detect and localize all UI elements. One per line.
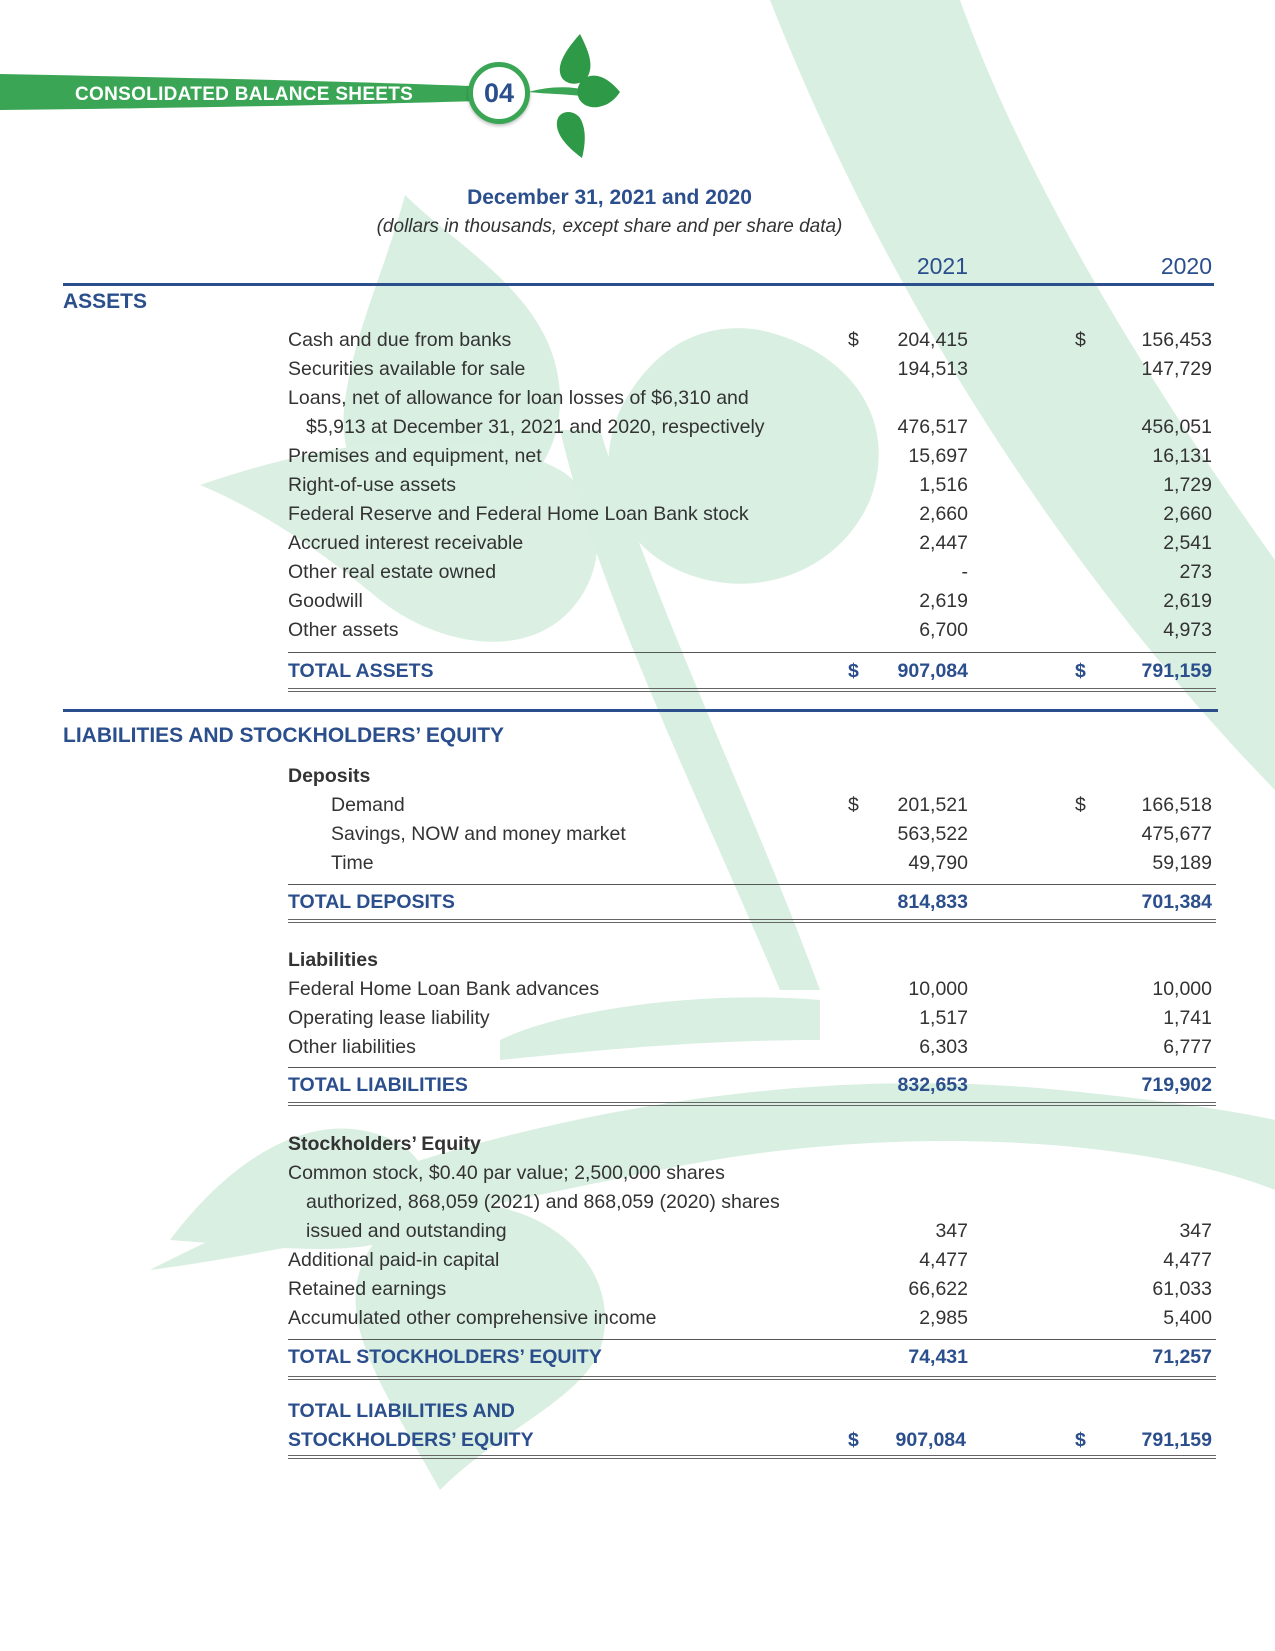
value-2021: 2,660 (919, 503, 968, 525)
value-2021: 204,415 (897, 329, 968, 351)
currency-symbol: $ (848, 660, 859, 682)
subtotal-rule (288, 1339, 1216, 1340)
row-label: Cash and due from banks (288, 329, 512, 351)
table-row (288, 384, 1212, 412)
total-liabilities-row (288, 1071, 1212, 1099)
value-2021: 1,516 (919, 474, 968, 496)
section-rule (63, 709, 1218, 712)
value-2020: 791,159 (1141, 1429, 1212, 1451)
row-label: TOTAL LIABILITIES AND (288, 1400, 515, 1422)
grand-total-row (288, 1426, 1212, 1454)
value-2020: 1,729 (1163, 474, 1212, 496)
value-2020: 1,741 (1163, 1007, 1212, 1029)
row-label: Loans, net of allowance for loan losses of $6,310 and (288, 387, 749, 409)
value-2021: 4,477 (919, 1249, 968, 1271)
table-row (288, 587, 1212, 615)
value-2020: 6,777 (1163, 1036, 1212, 1058)
table-row (288, 500, 1212, 528)
table-row (288, 326, 1212, 354)
value-2021: 201,521 (897, 794, 968, 816)
leaf-cluster-icon (520, 30, 620, 160)
value-2020: 16,131 (1152, 445, 1212, 467)
value-2021: 2,619 (919, 590, 968, 612)
table-row (288, 413, 1212, 441)
table-row (288, 471, 1212, 499)
table-row (288, 1217, 1212, 1245)
double-rule (288, 919, 1216, 923)
report-units-note: (dollars in thousands, except share and per share data) (376, 216, 843, 237)
value-2020: 59,189 (1152, 852, 1212, 874)
row-label: issued and outstanding (306, 1220, 507, 1242)
value-2021: 2,447 (919, 532, 968, 554)
deposits-heading (288, 762, 1212, 790)
value-2020: 475,677 (1141, 823, 1212, 845)
table-row (288, 791, 1212, 819)
value-2020: 147,729 (1141, 358, 1212, 380)
total-deposits-row (288, 888, 1212, 916)
double-rule (288, 1376, 1216, 1380)
value-2020: 2,660 (1163, 503, 1212, 525)
row-label: TOTAL DEPOSITS (288, 891, 455, 913)
value-2020: 4,477 (1163, 1249, 1212, 1271)
value-2020: 273 (1179, 561, 1212, 583)
value-2021: 66,622 (908, 1278, 968, 1300)
section-title: CONSOLIDATED BALANCE SHEETS (75, 84, 414, 105)
value-2021: 194,513 (897, 358, 968, 380)
total-assets-row (288, 657, 1212, 685)
currency-symbol: $ (1075, 794, 1086, 816)
double-rule (288, 1102, 1216, 1106)
table-row (288, 616, 1212, 644)
table-row (288, 529, 1212, 557)
value-2021: 907,084 (897, 660, 968, 682)
value-2021: 74,431 (908, 1346, 968, 1368)
value-2021: 6,700 (919, 619, 968, 641)
row-label: Time (331, 852, 374, 874)
row-label: Other real estate owned (288, 561, 497, 583)
row-label: authorized, 868,059 (2021) and 868,059 (2020) shares (306, 1191, 780, 1213)
currency-symbol: $ (848, 1429, 859, 1451)
row-label: Liabilities (288, 949, 378, 971)
header-rule (63, 283, 1214, 286)
equity-heading (288, 1130, 1212, 1158)
value-2020: 5,400 (1163, 1307, 1212, 1329)
column-header-2021: 2021 (916, 253, 968, 279)
value-2021: 49,790 (908, 852, 968, 874)
value-2021: 814,833 (897, 891, 968, 913)
currency-symbol: $ (848, 794, 859, 816)
value-2020: 71,257 (1152, 1346, 1212, 1368)
row-label: TOTAL STOCKHOLDERS’ EQUITY (288, 1346, 602, 1368)
table-row (288, 849, 1212, 877)
subtotal-rule (288, 652, 1216, 653)
value-2020: 701,384 (1141, 891, 1212, 913)
row-label: Operating lease liability (288, 1007, 490, 1029)
subtotal-rule (288, 1067, 1216, 1068)
table-row (288, 1033, 1212, 1061)
value-2020: 456,051 (1141, 416, 1212, 438)
row-label: STOCKHOLDERS’ EQUITY (288, 1429, 534, 1451)
liabilities-equity-heading: LIABILITIES AND STOCKHOLDERS’ EQUITY (63, 724, 505, 747)
assets-heading: ASSETS (63, 290, 148, 313)
value-2021: 1,517 (919, 1007, 968, 1029)
currency-symbol: $ (848, 329, 859, 351)
value-2020: 347 (1179, 1220, 1212, 1242)
value-2020: 2,619 (1163, 590, 1212, 612)
value-2021: 347 (935, 1220, 968, 1242)
row-label: Additional paid-in capital (288, 1249, 500, 1271)
row-label: Federal Home Loan Bank advances (288, 978, 600, 1000)
double-rule (288, 1455, 1216, 1459)
total-equity-row (288, 1343, 1212, 1371)
value-2021: 2,985 (919, 1307, 968, 1329)
value-2021: 15,697 (908, 445, 968, 467)
table-row (288, 558, 1212, 586)
grand-total-label-line1 (288, 1397, 1212, 1425)
currency-symbol: $ (1075, 329, 1086, 351)
table-row (288, 1275, 1212, 1303)
table-row (288, 1188, 1212, 1216)
table-row (288, 355, 1212, 383)
row-label: TOTAL LIABILITIES (288, 1074, 468, 1096)
row-label: Accrued interest receivable (288, 532, 524, 554)
value-2020: 61,033 (1152, 1278, 1212, 1300)
value-2021: 6,303 (919, 1036, 968, 1058)
currency-symbol: $ (1075, 1429, 1086, 1451)
row-label: Federal Reserve and Federal Home Loan Bank stock (288, 503, 749, 525)
double-rule (288, 688, 1216, 692)
table-row (288, 442, 1212, 470)
table-row (288, 1246, 1212, 1274)
value-2020: 10,000 (1152, 978, 1212, 1000)
column-header-2020: 2020 (1160, 253, 1212, 279)
value-2021: - (961, 561, 968, 583)
table-row (288, 1159, 1212, 1187)
row-label: Demand (331, 794, 405, 816)
liabilities-heading (288, 946, 1212, 974)
value-2020: 2,541 (1163, 532, 1212, 554)
row-label: Retained earnings (288, 1278, 447, 1300)
row-label: Common stock, $0.40 par value; 2,500,000 shares (288, 1162, 725, 1184)
value-2021: 476,517 (897, 416, 968, 438)
table-row (288, 975, 1212, 1003)
table-row (288, 1304, 1212, 1332)
row-label: Savings, NOW and money market (331, 823, 626, 845)
value-2020: 4,973 (1163, 619, 1212, 641)
row-label: Other assets (288, 619, 399, 641)
table-row (288, 1004, 1212, 1032)
row-label: Accumulated other comprehensive income (288, 1307, 657, 1329)
value-2021: 10,000 (908, 978, 968, 1000)
row-label: Securities available for sale (288, 358, 526, 380)
row-label: Premises and equipment, net (288, 445, 542, 467)
value-2020: 719,902 (1141, 1074, 1212, 1096)
row-label: Goodwill (288, 590, 363, 612)
value-2021: 563,522 (897, 823, 968, 845)
value-2021: 907,084 (895, 1429, 966, 1451)
subtotal-rule (288, 884, 1216, 885)
row-label: Stockholders’ Equity (288, 1133, 481, 1155)
value-2021: 832,653 (897, 1074, 968, 1096)
table-row (288, 820, 1212, 848)
currency-symbol: $ (1075, 660, 1086, 682)
row-label: Other liabilities (288, 1036, 416, 1058)
value-2020: 791,159 (1141, 660, 1212, 682)
value-2020: 156,453 (1141, 329, 1212, 351)
row-label: Right-of-use assets (288, 474, 456, 496)
row-label: TOTAL ASSETS (288, 660, 434, 682)
value-2020: 166,518 (1141, 794, 1212, 816)
row-label: Deposits (288, 765, 371, 787)
row-label: $5,913 at December 31, 2021 and 2020, respectively (306, 416, 765, 438)
report-date-line: December 31, 2021 and 2020 (467, 186, 752, 209)
section-number: 04 (483, 77, 515, 108)
